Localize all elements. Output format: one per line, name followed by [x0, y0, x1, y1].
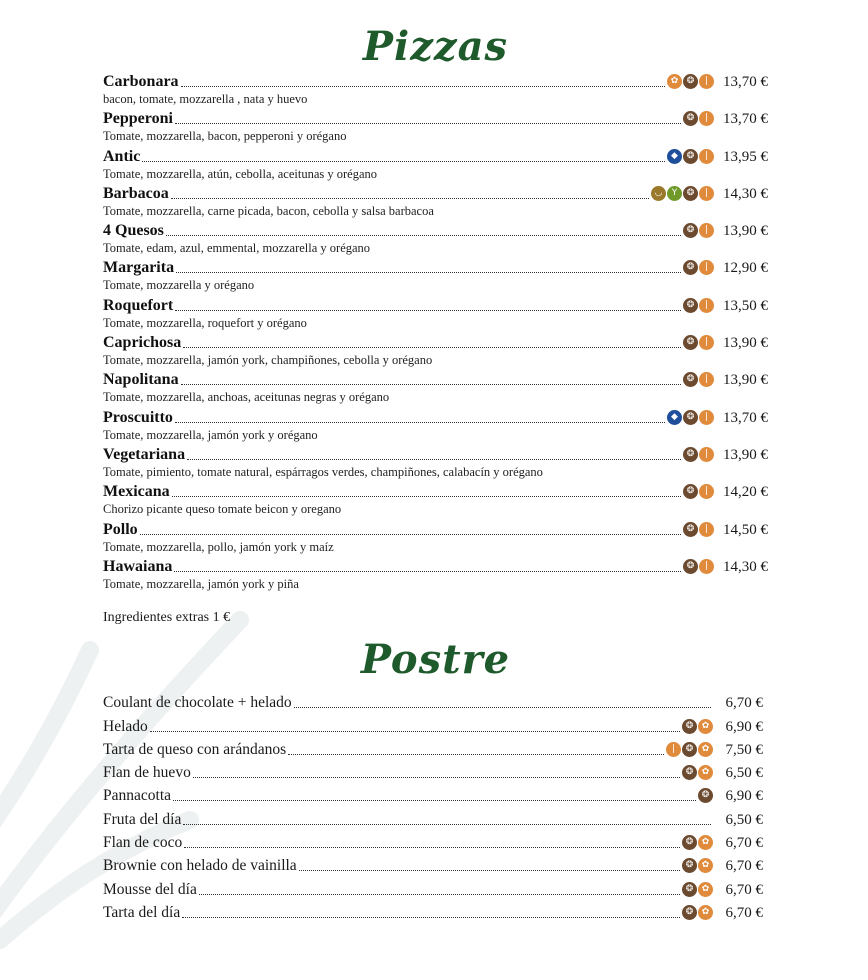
pizza-row — [103, 517, 768, 539]
dessert-name: Helado — [103, 717, 148, 735]
dessert-item — [103, 805, 763, 828]
pizza-item — [103, 218, 768, 255]
gluten-icon: ❂ — [683, 447, 698, 462]
dessert-name: Tarta de queso con arándanos — [103, 740, 287, 758]
dairy-icon: ❘ — [699, 447, 714, 462]
dessert-price: 6,50 € — [725, 765, 763, 782]
egg-icon: ✿ — [667, 74, 682, 89]
dessert-price: 6,90 € — [725, 788, 763, 805]
pizza-row — [103, 255, 768, 277]
dot-leader — [184, 847, 680, 848]
dessert-name: Fruta del día — [103, 810, 182, 828]
dot-leader — [199, 894, 680, 895]
gluten-icon: ❂ — [682, 858, 697, 873]
dot-leader — [181, 384, 681, 385]
dairy-icon: ❘ — [699, 298, 714, 313]
pizzas-title: Pizzas — [362, 23, 509, 70]
dot-leader — [181, 86, 665, 87]
pizza-description: Tomate, mozzarella, bacon, pepperoni y orégano — [103, 129, 347, 144]
allergen-icons — [683, 335, 714, 350]
allergen-icons — [683, 559, 714, 574]
pizza-item — [103, 293, 768, 330]
pizza-name: Antic — [103, 147, 141, 165]
dessert-name: Brownie con helado de vainilla — [103, 857, 297, 875]
dessert-item — [103, 736, 763, 759]
allergen-icons — [651, 186, 714, 201]
dot-leader — [166, 235, 681, 236]
dessert-item — [103, 712, 763, 735]
pizza-item — [103, 517, 768, 554]
pizza-price: 13,50 € — [723, 297, 768, 314]
gluten-icon: ❂ — [683, 484, 698, 499]
allergen-icons — [683, 260, 714, 275]
fish-icon: ◆ — [667, 410, 682, 425]
pizza-price: 14,30 € — [723, 185, 768, 202]
dairy-icon: ❘ — [699, 372, 714, 387]
pizza-name: 4 Quesos — [103, 222, 164, 240]
dairy-icon: ❘ — [699, 410, 714, 425]
postre-title: Postre — [360, 636, 511, 683]
pizza-description: Tomate, mozzarella, jamón york, champiñones, cebolla y orégano — [103, 353, 433, 368]
pizza-description: Tomate, mozzarella, jamón york y orégano — [103, 427, 318, 442]
gluten-icon: ❂ — [683, 372, 698, 387]
celery-icon: Y — [667, 186, 682, 201]
dessert-item — [103, 759, 763, 782]
dairy-icon: ❘ — [699, 335, 714, 350]
dairy-icon: ❘ — [699, 74, 714, 89]
allergen-icons — [667, 410, 714, 425]
dessert-name: Tarta del día — [103, 903, 181, 921]
pizza-name: Napolitana — [103, 371, 179, 389]
pizza-row — [103, 554, 768, 576]
pizza-row — [103, 218, 768, 240]
pizza-description: Tomate, mozzarella y orégano — [103, 278, 255, 293]
gluten-icon: ❂ — [683, 298, 698, 313]
dessert-name: Flan de coco — [103, 834, 183, 852]
allergen-icons — [683, 484, 714, 499]
pizza-item — [103, 255, 768, 292]
dessert-price: 6,70 € — [725, 858, 763, 875]
gluten-icon: ❂ — [683, 260, 698, 275]
fish-icon: ◆ — [667, 149, 682, 164]
dessert-name: Mousse del día — [103, 880, 197, 898]
allergen-icons — [667, 74, 714, 89]
pizza-item — [103, 367, 768, 404]
dessert-item — [103, 852, 763, 875]
pizza-name: Hawaiana — [103, 557, 173, 575]
extras-note: Ingredientes extras 1 € — [103, 610, 231, 625]
pizza-description: Tomate, mozzarella, anchoas, aceitunas negras y orégano — [103, 390, 390, 405]
dairy-icon: ❘ — [666, 742, 681, 757]
dot-leader — [183, 347, 681, 348]
pizza-row — [103, 367, 768, 389]
gluten-icon: ❂ — [683, 111, 698, 126]
dot-leader — [182, 917, 680, 918]
dessert-price: 6,70 € — [725, 835, 763, 852]
dot-leader — [171, 198, 649, 199]
pizza-price: 13,70 € — [723, 409, 768, 426]
dot-leader — [172, 496, 681, 497]
pizza-description: Tomate, mozzarella, roquefort y orégano — [103, 315, 307, 330]
dessert-name: Coulant de chocolate + helado — [103, 694, 292, 712]
gluten-icon: ❂ — [682, 719, 697, 734]
pizza-price: 13,70 € — [723, 74, 768, 90]
pizza-price: 13,70 € — [723, 111, 768, 128]
dairy-icon: ❘ — [699, 260, 714, 275]
allergen-icons — [682, 882, 713, 897]
dot-leader — [193, 777, 680, 778]
pizza-item — [103, 330, 768, 367]
dot-leader — [142, 161, 665, 162]
egg-icon: ✿ — [698, 719, 713, 734]
mustard-icon: ◡ — [651, 186, 666, 201]
allergen-icons — [667, 149, 714, 164]
gluten-icon: ❂ — [682, 905, 697, 920]
dairy-icon: ❘ — [699, 484, 714, 499]
dairy-icon: ❘ — [699, 522, 714, 537]
pizza-row — [103, 144, 768, 166]
dot-leader — [150, 731, 680, 732]
pizza-name: Carbonara — [103, 73, 179, 90]
pizza-name: Vegetariana — [103, 445, 186, 463]
pizza-description: Tomate, edam, azul, emmental, mozzarella y orégano — [103, 241, 371, 256]
gluten-icon: ❂ — [683, 522, 698, 537]
allergen-icons — [683, 298, 714, 313]
pizza-price: 14,30 € — [723, 558, 768, 575]
pizza-price: 13,90 € — [723, 335, 768, 352]
gluten-icon: ❂ — [682, 765, 697, 780]
dessert-item — [103, 875, 763, 898]
dessert-price: 6,70 € — [725, 904, 763, 921]
pizza-price: 14,20 € — [723, 484, 768, 501]
pizza-item — [103, 479, 768, 516]
allergen-icons — [683, 223, 714, 238]
pizza-item — [103, 144, 768, 181]
pizza-name: Roquefort — [103, 296, 174, 314]
pizza-price: 12,90 € — [723, 260, 768, 277]
dessert-price: 6,50 € — [725, 811, 763, 828]
pizza-price: 14,50 € — [723, 521, 768, 538]
dairy-icon: ❘ — [699, 149, 714, 164]
pizza-description: Tomate, mozzarella, jamón york y piña — [103, 576, 299, 591]
pizza-price: 13,90 € — [723, 223, 768, 240]
pizza-item — [103, 405, 768, 442]
pizza-name: Pollo — [103, 520, 138, 538]
gluten-icon: ❂ — [683, 149, 698, 164]
pizza-item — [103, 181, 768, 218]
pizza-item — [103, 69, 768, 106]
pizza-description: Tomate, pimiento, tomate natural, espárragos verdes, champiñones, calabacín y orégano — [103, 464, 543, 479]
dot-leader — [176, 272, 681, 273]
pizza-row — [103, 181, 768, 203]
egg-icon: ✿ — [698, 835, 713, 850]
pizza-row — [103, 330, 768, 352]
egg-icon: ✿ — [698, 882, 713, 897]
egg-icon: ✿ — [698, 765, 713, 780]
allergen-icons — [683, 447, 714, 462]
gluten-icon: ❂ — [683, 559, 698, 574]
dessert-item — [103, 899, 763, 922]
dessert-name: Pannacotta — [103, 787, 172, 805]
pizza-price: 13,90 € — [723, 372, 768, 389]
allergen-icons — [698, 788, 713, 803]
pizza-description: Chorizo picante queso tomate beicon y oregano — [103, 502, 342, 517]
dot-leader — [175, 310, 681, 311]
allergen-icons — [683, 111, 714, 126]
pizza-row — [103, 69, 768, 91]
pizza-name: Pepperoni — [103, 110, 173, 128]
dairy-icon: ❘ — [699, 223, 714, 238]
dessert-item — [103, 829, 763, 852]
dessert-price: 6,90 € — [725, 718, 763, 735]
pizza-list — [103, 69, 768, 591]
dot-leader — [288, 754, 664, 755]
gluten-icon: ❂ — [682, 835, 697, 850]
dairy-icon: ❘ — [699, 186, 714, 201]
pizza-name: Margarita — [103, 259, 175, 277]
egg-icon: ✿ — [698, 858, 713, 873]
gluten-icon: ❂ — [683, 410, 698, 425]
allergen-icons — [682, 765, 713, 780]
dessert-item — [103, 782, 763, 805]
pizza-name: Proscuitto — [103, 408, 173, 426]
gluten-icon: ❂ — [683, 74, 698, 89]
pizza-row — [103, 442, 768, 464]
gluten-icon: ❂ — [682, 882, 697, 897]
allergen-icons — [682, 858, 713, 873]
dairy-icon: ❘ — [699, 559, 714, 574]
dot-leader — [173, 800, 696, 801]
pizza-item — [103, 106, 768, 143]
dot-leader — [294, 707, 711, 708]
pizza-description: Tomate, mozzarella, pollo, jamón york y maíz — [103, 539, 334, 554]
dessert-price: 6,70 € — [725, 881, 763, 898]
allergen-icons — [666, 742, 713, 757]
pizza-row — [103, 293, 768, 315]
pizza-name: Barbacoa — [103, 184, 169, 202]
allergen-icons — [683, 522, 714, 537]
dot-leader — [174, 571, 681, 572]
dessert-list — [103, 689, 763, 922]
dessert-name: Flan de huevo — [103, 764, 191, 782]
dessert-price: 6,70 € — [725, 695, 763, 712]
pizza-row — [103, 405, 768, 427]
gluten-icon: ❂ — [682, 742, 697, 757]
dot-leader — [140, 534, 681, 535]
dairy-icon: ❘ — [699, 111, 714, 126]
pizza-item — [103, 554, 768, 591]
gluten-icon: ❂ — [683, 186, 698, 201]
dessert-price: 7,50 € — [725, 741, 763, 758]
allergen-icons — [682, 719, 713, 734]
allergen-icons — [683, 372, 714, 387]
gluten-icon: ❂ — [698, 788, 713, 803]
dot-leader — [175, 422, 665, 423]
pizza-row — [103, 106, 768, 128]
pizza-item — [103, 442, 768, 479]
dot-leader — [175, 123, 681, 124]
pizza-description: Tomate, mozzarella, atún, cebolla, aceitunas y orégano — [103, 166, 377, 181]
pizza-name: Mexicana — [103, 483, 170, 501]
gluten-icon: ❂ — [683, 335, 698, 350]
pizza-price: 13,95 € — [723, 148, 768, 165]
egg-icon: ✿ — [698, 905, 713, 920]
gluten-icon: ❂ — [683, 223, 698, 238]
egg-icon: ✿ — [698, 742, 713, 757]
dot-leader — [183, 824, 711, 825]
pizza-name: Caprichosa — [103, 334, 182, 352]
dessert-item — [103, 689, 763, 712]
pizza-description: Tomate, mozzarella, carne picada, bacon, cebolla y salsa barbacoa — [103, 203, 434, 218]
pizza-description: bacon, tomate, mozzarella , nata y huevo — [103, 92, 308, 106]
allergen-icons — [682, 835, 713, 850]
pizza-row — [103, 479, 768, 501]
dot-leader — [187, 459, 681, 460]
pizza-price: 13,90 € — [723, 446, 768, 463]
dot-leader — [299, 870, 680, 871]
allergen-icons — [682, 905, 713, 920]
